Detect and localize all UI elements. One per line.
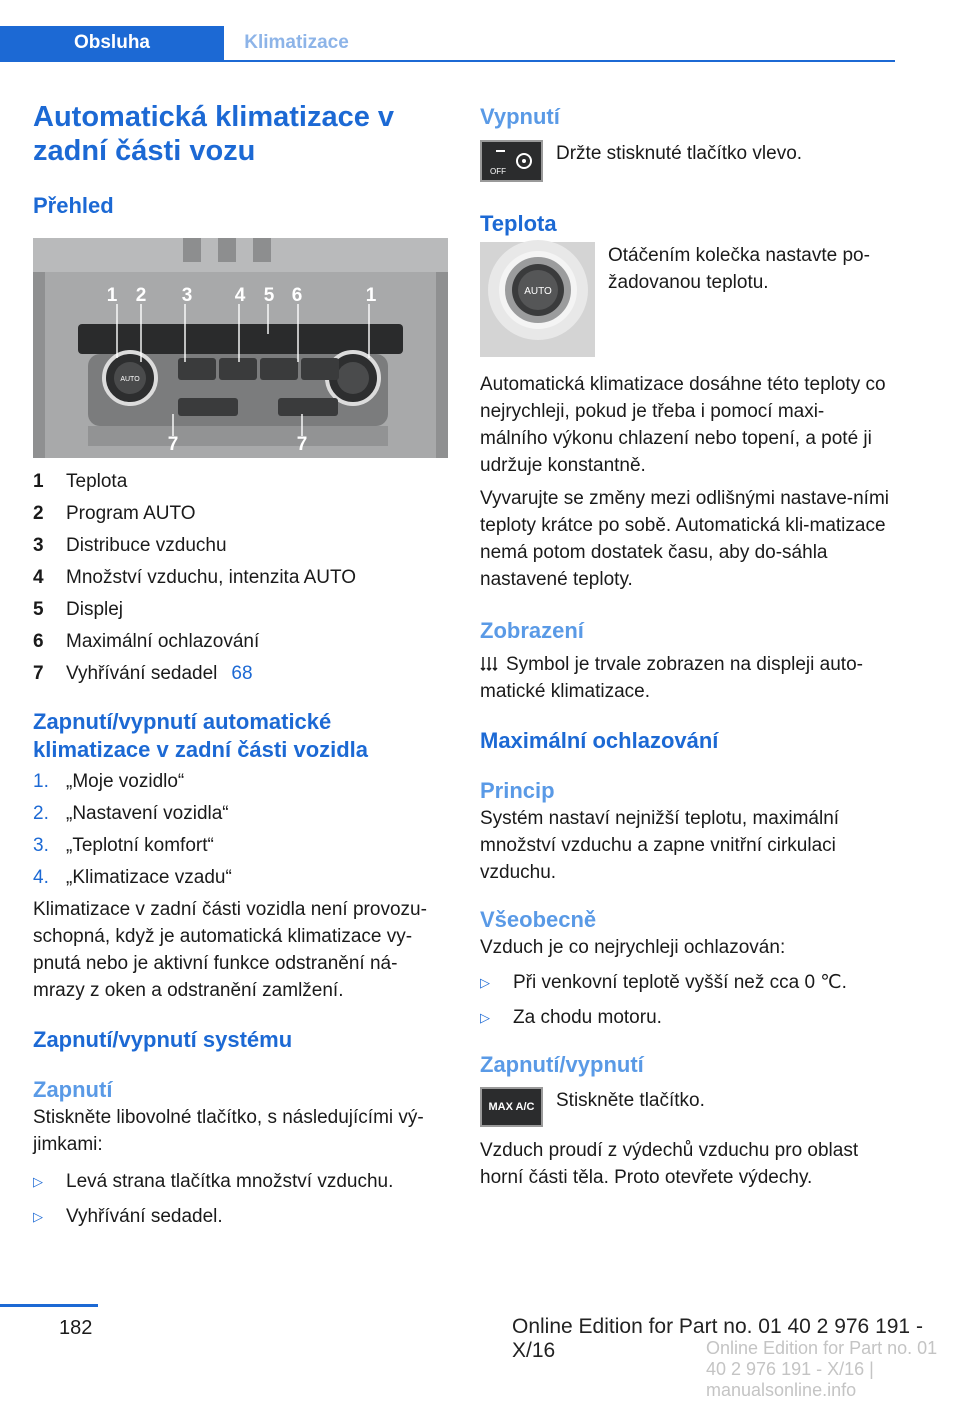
footer-rule bbox=[0, 1304, 98, 1307]
legend-item: 5 Displej bbox=[33, 599, 124, 620]
callout-5: 5 bbox=[263, 285, 275, 306]
general-text: Vzduch je co nejrychleji ochlazován: bbox=[480, 937, 786, 958]
temperature-paragraph-1: Automatická klimatizace dosáhne této teploty co nejrychleji, pokud je třeba i pomocí maxi-málního výkonu chlazení nebo topení, a poté ji udržuje konstantně. bbox=[480, 374, 886, 476]
triangle-bullet-icon: ▷ bbox=[480, 975, 490, 990]
display-heading: Zobrazení bbox=[480, 618, 584, 643]
tab-klimatizace[interactable]: Klimatizace bbox=[244, 32, 349, 53]
principle-heading: Princip bbox=[480, 778, 555, 803]
control-panel-illustration bbox=[33, 238, 448, 458]
callout-6: 6 bbox=[291, 285, 303, 306]
right-column bbox=[480, 100, 890, 1191]
list-item: ▷ Vyhřívání sedadel. bbox=[33, 1199, 448, 1234]
temperature-row bbox=[480, 242, 890, 357]
list-item: 3. „Teplotní komfort“ bbox=[33, 835, 214, 856]
page-link-68[interactable]: 68 bbox=[231, 663, 253, 684]
max-cooling-heading: Maximální ochlazování bbox=[480, 728, 719, 753]
callout-1b: 1 bbox=[365, 285, 377, 306]
auto-label: AUTO bbox=[524, 286, 552, 297]
overview-heading: Přehled bbox=[33, 193, 114, 218]
final-text: Vzduch proudí z výdechů vzduchu pro oblast horní části těla. Proto otevřete výdechy. bbox=[480, 1140, 859, 1188]
legend-item: 6 Maximální ochlazování bbox=[33, 631, 260, 652]
onoff-heading: Zapnutí/vypnutí bbox=[480, 1052, 644, 1077]
svg-text:AUTO: AUTO bbox=[120, 376, 140, 383]
legend-item: 4 Množství vzduchu, intenzita AUTO bbox=[33, 567, 357, 588]
on-heading: Zapnutí bbox=[33, 1077, 113, 1102]
principle-text: Systém nastaví nejnižší teplotu, maximální množství vzduchu a zapne vnitřní cirkulaci vzduchu. bbox=[480, 808, 840, 883]
system-onoff-heading: Zapnutí/vypnutí systému bbox=[33, 1027, 293, 1052]
temperature-knob-image bbox=[480, 242, 595, 357]
general-heading: Všeobecně bbox=[480, 907, 597, 932]
display-text-block: Symbol je trvale zobrazen na displeji auto-matické klimatizace. bbox=[480, 654, 863, 702]
watermark: Online Edition for Part no. 01 40 2 976 191 - X/16 | manualsonline.info bbox=[706, 1338, 938, 1400]
on-text: Stiskněte libovolné tlačítko, s následujícími vý-jimkami: bbox=[33, 1107, 424, 1155]
onoff-rear-heading: Zapnutí/vypnutí automatické klimatizace v zadní části vozidla bbox=[33, 709, 369, 762]
callout-3: 3 bbox=[181, 285, 193, 306]
legend-item: 1 Teplota bbox=[33, 471, 128, 492]
temperature-paragraph-2: Vyvarujte se změny mezi odlišnými nastave-ními teploty krátce po sobě. Automatická kli-matizace nemá potom dostatek času, aby do-sáhla nastavené teploty. bbox=[480, 488, 889, 590]
maxac-text: Stiskněte tlačítko. bbox=[556, 1090, 705, 1111]
page-number: 182 bbox=[59, 1317, 93, 1339]
note-text: Klimatizace v zadní části vozidla není provozu-schopná, když je automatická klimatizace vy-pnutá nebo je aktivní funkce odstranění ná-mrazy z oken a odstranění zamlžení. bbox=[33, 899, 427, 1001]
legend-item: 3 Distribuce vzduchu bbox=[33, 535, 227, 556]
callout-7b: 7 bbox=[296, 434, 308, 455]
callout-1a: 1 bbox=[106, 285, 118, 306]
list-item: 2. „Nastavení vozidla“ bbox=[33, 803, 229, 824]
triangle-bullet-icon: ▷ bbox=[33, 1209, 43, 1224]
on-bullets bbox=[33, 1164, 448, 1234]
list-item: ▷ Za chodu motoru. bbox=[480, 1000, 890, 1035]
temperature-heading: Teplota bbox=[480, 211, 557, 236]
page-title: Automatická klimatizace v zadní části vozu bbox=[33, 101, 395, 167]
legend-item: 2 Program AUTO bbox=[33, 503, 196, 524]
list-item: ▷ Levá strana tlačítka množství vzduchu. bbox=[33, 1164, 448, 1199]
header-tabs bbox=[0, 26, 895, 62]
list-item: ▷ Při venkovní teplotě vyšší než cca 0 ℃. bbox=[480, 965, 890, 1000]
edition-text: Online Edition for Part no. 01 40 2 976 191 - X/16 bbox=[512, 1315, 923, 1362]
callout-2: 2 bbox=[135, 285, 147, 306]
cooling-symbol-icon bbox=[480, 652, 498, 668]
legend-item: 7 Vyhřívání sedadel 68 bbox=[33, 658, 448, 690]
fan-off-button-icon bbox=[480, 140, 543, 182]
list-item: 4. „Klimatizace vzadu“ bbox=[33, 867, 232, 888]
temperature-text: Otáčením kolečka nastavte po-žadovanou teplotu. bbox=[608, 245, 870, 293]
list-item: 1. „Moje vozidlo“ bbox=[33, 771, 185, 792]
maxac-row bbox=[480, 1087, 890, 1127]
general-bullets bbox=[480, 965, 890, 1035]
callout-7a: 7 bbox=[167, 434, 179, 455]
steps-list bbox=[33, 766, 448, 894]
svg-text:OFF: OFF bbox=[490, 167, 506, 176]
triangle-bullet-icon: ▷ bbox=[33, 1174, 43, 1189]
triangle-bullet-icon: ▷ bbox=[480, 1010, 490, 1025]
max-ac-button-icon: MAX A/C bbox=[480, 1087, 543, 1127]
off-text: Držte stisknuté tlačítko vlevo. bbox=[556, 143, 803, 164]
control-panel-figure bbox=[33, 238, 448, 458]
off-heading: Vypnutí bbox=[480, 104, 560, 129]
figure-legend bbox=[33, 466, 448, 690]
callout-4: 4 bbox=[234, 285, 246, 306]
off-row bbox=[480, 140, 890, 182]
tab-obsluha[interactable]: Obsluha bbox=[0, 26, 224, 60]
left-column bbox=[33, 100, 448, 1234]
